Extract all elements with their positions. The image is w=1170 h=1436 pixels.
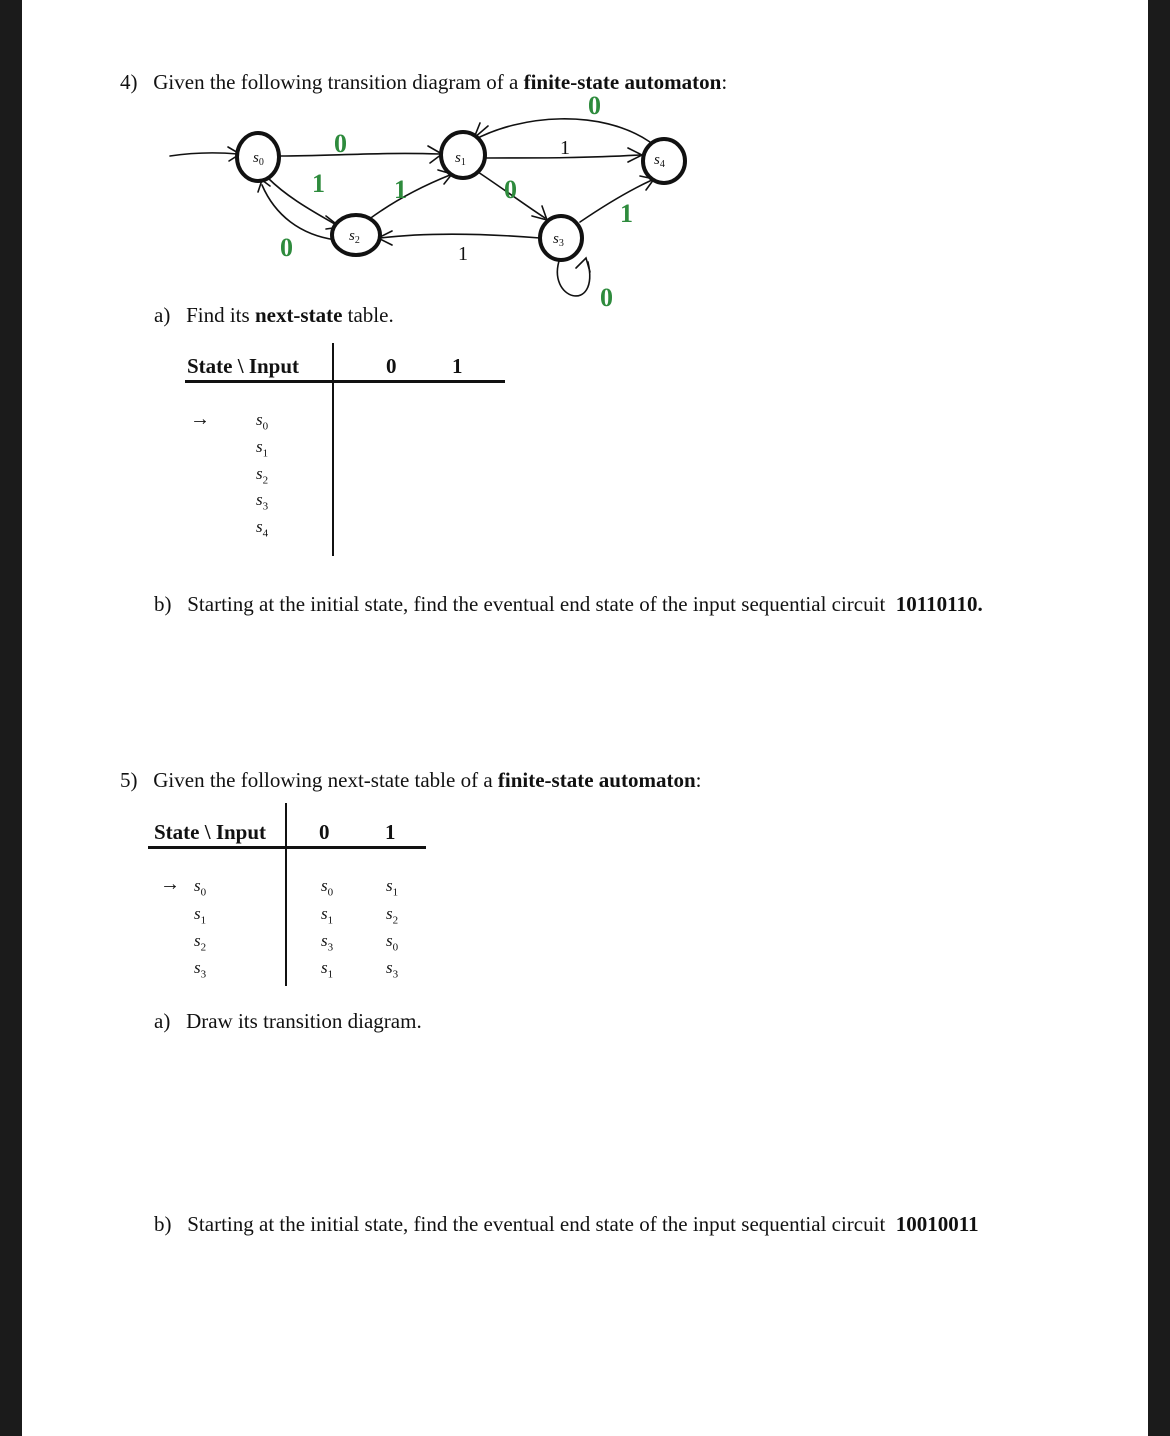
q4-table-header-state: State \ Input (187, 354, 300, 378)
q4-part-b: b) Starting at the initial state, find the eventual end state of the input sequential circuit 10110110. (154, 592, 983, 616)
q4-table-header-0: 0 (386, 354, 397, 378)
edge-s0-s2 (268, 178, 338, 226)
q5-row-state: $s_0$ (194, 876, 207, 899)
q4-table-vrule (332, 343, 334, 556)
q4-number: 4) (120, 70, 138, 94)
q4-table-hrule (185, 380, 505, 383)
label-s2-s1: 1 (394, 175, 407, 204)
q5-table-hrule (148, 846, 426, 849)
q5-table-header-0: 0 (319, 820, 330, 844)
q4-bold: finite-state automaton (523, 70, 722, 94)
state-s4-label: $s_4$ (654, 152, 665, 170)
state-s2-label: $s_2$ (349, 228, 360, 246)
q5-part-a: a) Draw its transition diagram. (154, 1009, 422, 1033)
q5-cell-input0: $s_1$ (321, 958, 334, 981)
q4-row-state: $s_4$ (256, 517, 269, 540)
state-s1 (441, 132, 485, 178)
state-s1-label: $s_1$ (455, 150, 466, 168)
label-s1-s3: 0 (504, 175, 517, 204)
q5-cell-input0: $s_0$ (321, 876, 334, 899)
edge-s3-loop (557, 258, 589, 296)
q5-row-state: $s_1$ (194, 904, 207, 927)
document-page (22, 0, 1148, 1436)
q5-cell-input1: $s_1$ (386, 876, 399, 899)
q5-table-vrule (285, 803, 287, 986)
q4-heading: 4) Given the following transition diagram of a finite-state automaton: (120, 70, 728, 94)
q5-table-header-state: State \ Input (154, 820, 267, 844)
q4-text: Given the following transition diagram of a (153, 70, 519, 94)
q5-cell-input0: $s_3$ (321, 931, 334, 954)
q5-cell-input0: $s_1$ (321, 904, 334, 927)
label-s4-s1: 1 (560, 137, 570, 159)
label-s1-s4: 0 (588, 91, 601, 120)
q5-cell-input1: $s_2$ (386, 904, 399, 927)
start-edge (170, 153, 238, 156)
label-s0-s2: 1 (312, 169, 325, 198)
q4-row-state: $s_1$ (256, 437, 269, 460)
label-s2-s0: 0 (280, 233, 293, 262)
edge-s3-s4 (580, 180, 652, 222)
q4-row-state: $s_0$ (256, 410, 269, 433)
label-s0-s1: 0 (334, 129, 347, 158)
q5-number: 5) (120, 768, 138, 792)
q4-row-state: $s_3$ (256, 490, 269, 513)
label-s3-s2: 1 (458, 243, 468, 265)
q5-table-header-1: 1 (385, 820, 396, 844)
q5-cell-input1: $s_0$ (386, 931, 399, 954)
q5-row-state: $s_3$ (194, 958, 207, 981)
q5-row-state: $s_2$ (194, 931, 207, 954)
edge-s3-s2 (380, 234, 540, 238)
transition-diagram (22, 0, 1148, 330)
q4-start-arrow: → (190, 408, 210, 430)
label-s3-loop: 0 (600, 283, 613, 312)
q4-table-header-1: 1 (452, 354, 463, 378)
edge-s2-s1 (368, 175, 450, 220)
q5-cell-input1: $s_3$ (386, 958, 399, 981)
q4-part-a: a) Find its next-state table. (154, 303, 394, 327)
edge-s0-s1 (280, 153, 440, 156)
q4-row-state: $s_2$ (256, 464, 269, 487)
state-s0-label: $s_0$ (253, 150, 264, 168)
state-s3-label: $s_3$ (553, 231, 564, 249)
q5-heading: 5) Given the following next-state table of a finite-state automaton: (120, 768, 702, 792)
label-s3-s4: 1 (620, 199, 633, 228)
q5-start-arrow: → (160, 873, 180, 895)
q5-part-b: b) Starting at the initial state, find the eventual end state of the input sequential circuit 10010011 (154, 1212, 979, 1236)
